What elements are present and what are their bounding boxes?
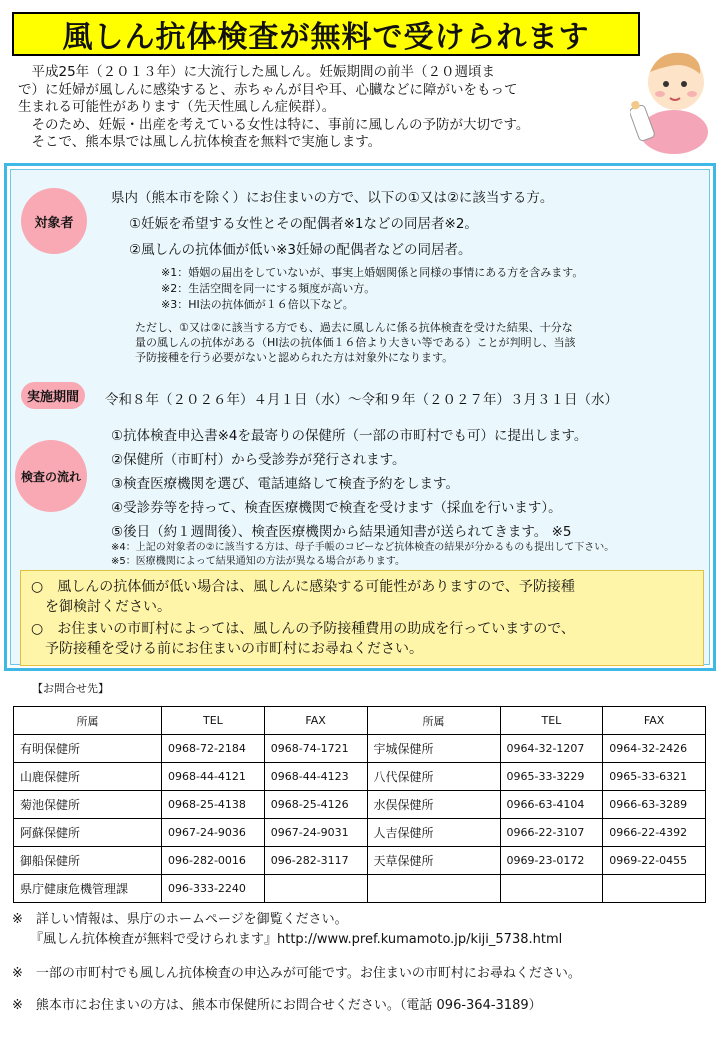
- advice-box: [20, 570, 704, 666]
- cell: 096-282-0016: [162, 847, 265, 875]
- table-header-row: [14, 707, 706, 735]
- footer-note-3: ※ 熊本市にお住まいの方は、熊本市保健所にお問合せください。（電話 096-364-3189）: [12, 998, 542, 1013]
- cell: 096-333-2240: [162, 875, 265, 903]
- cell: 0967-24-9031: [264, 819, 367, 847]
- target-item-1: ①妊娠を希望する女性とその配偶者※1などの同居者※2。: [129, 216, 478, 232]
- cell: 宇城保健所: [367, 735, 500, 763]
- cell: 有明保健所: [14, 735, 162, 763]
- target-lead: 県内（熊本市を除く）にお住まいの方で、以下の①又は②に該当する方。: [111, 190, 554, 206]
- cell: 0968-25-4126: [264, 791, 367, 819]
- cell: [264, 875, 367, 903]
- cell: 0964-32-1207: [500, 735, 603, 763]
- target-note-3: ※3：HI法の抗体価が１６倍以下など。: [161, 298, 354, 311]
- cell: [603, 875, 706, 903]
- flow-note-5: ※5：医療機関によって結果通知の方法が異なる場合があります。: [111, 556, 405, 567]
- table-row: [14, 819, 706, 847]
- cell: 山鹿保健所: [14, 763, 162, 791]
- cell: 0968-44-4123: [264, 763, 367, 791]
- flow-note-4: ※4：上記の対象者の②に該当する方は、母子手帳のコピーなど抗体検査の結果が分かるものも提出して下さい。: [111, 542, 615, 553]
- table-row: [14, 847, 706, 875]
- cell: 県庁健康危機管理課: [14, 875, 162, 903]
- footer-note-2: ※ 一部の市町村でも風しん抗体検査の申込みが可能です。お住まいの市町村にお尋ねください。: [12, 966, 581, 981]
- cell: 水俣保健所: [367, 791, 500, 819]
- cell: 菊池保健所: [14, 791, 162, 819]
- exception-line: 量の風しんの抗体がある（HI法の抗体価１６倍より大きい等である）ことが判明し、当該: [135, 336, 576, 349]
- details-box: [4, 163, 716, 671]
- table-row: [14, 791, 706, 819]
- intro-line: 平成25年（２０１３年）に大流行した風しん。妊娠期間の前半（２０週頃ま: [31, 64, 495, 80]
- flow-step-2: ②保健所（市町村）から受診券が発行されます。: [111, 452, 406, 468]
- cell: [367, 875, 500, 903]
- target-exception: [135, 320, 675, 365]
- page-title: 風しん抗体検査が無料で受けられます: [62, 20, 590, 55]
- cell: 0969-23-0172: [500, 847, 603, 875]
- intro-line: そこで、熊本県では風しん抗体検査を無料で実施します。: [31, 134, 382, 150]
- advice-line: ○ 風しんの抗体価が低い場合は、風しんに感染する可能性がありますので、予防接種: [31, 579, 575, 595]
- col-header: 所属: [367, 707, 500, 735]
- target-note-2: ※2：生活空間を同一にする頻度が高い方。: [161, 282, 376, 295]
- advice-line: ○ お住まいの市町村によっては、風しんの予防接種費用の助成を行っていますので、: [31, 621, 575, 637]
- target-label: [21, 188, 87, 254]
- table-row: [14, 735, 706, 763]
- cell: 0966-22-4392: [603, 819, 706, 847]
- cell: 八代保健所: [367, 763, 500, 791]
- cell: 096-282-3117: [264, 847, 367, 875]
- flow-step-3: ③検査医療機関を選び、電話連絡して検査予約をします。: [111, 476, 459, 492]
- cell: 0964-32-2426: [603, 735, 706, 763]
- contact-table: [13, 706, 706, 903]
- table-row: [14, 763, 706, 791]
- intro-line: で）に妊婦が風しんに感染すると、赤ちゃんが目や耳、心臓などに障がいをもって: [18, 81, 518, 98]
- flow-step-1: ①抗体検査申込書※4を最寄りの保健所（一部の市町村でも可）に提出します。: [111, 428, 588, 444]
- intro-line: 生まれる可能性があります（先天性風しん症候群）。: [18, 99, 336, 115]
- cell: 0967-24-9036: [162, 819, 265, 847]
- intro-line: そのため、妊娠・出産を考えている女性は特に、事前に風しんの予防が大切です。: [31, 116, 530, 133]
- target-item-2: ②風しんの抗体価が低い※3妊婦の配偶者などの同居者。: [129, 242, 472, 258]
- advice-line: 予防接種を受ける前にお住まいの市町村にお尋ねください。: [31, 641, 423, 657]
- flow-step-5: ⑤後日（約１週間後）、検査医療機関から結果通知書が送られてきます。 ※5: [111, 524, 572, 540]
- cell: 0966-63-4104: [500, 791, 603, 819]
- period-label: 実施期間: [21, 382, 85, 409]
- intro-text: [18, 64, 626, 152]
- cell: 0966-22-3107: [500, 819, 603, 847]
- details-box-inner: [10, 169, 710, 665]
- flow-label: [15, 440, 87, 512]
- baby-with-bottle-illustration: [630, 44, 714, 154]
- footer-link[interactable]: 『風しん抗体検査が無料で受けられます』http://www.pref.kumamoto.jp/kiji_5738.html: [30, 932, 563, 947]
- cell: 0968-25-4138: [162, 791, 265, 819]
- cell: 0969-22-0455: [603, 847, 706, 875]
- cell: 0965-33-3229: [500, 763, 603, 791]
- flow-label-text: 検査の流れ: [20, 469, 81, 484]
- exception-line: 予防接種を行う必要がないと認められた方は対象外になります。: [135, 351, 454, 364]
- cell: [500, 875, 603, 903]
- cell: 人吉保健所: [367, 819, 500, 847]
- cell: 0966-63-3289: [603, 791, 706, 819]
- col-header: FAX: [264, 707, 367, 735]
- cell: 御船保健所: [14, 847, 162, 875]
- cell: 0968-72-2184: [162, 735, 265, 763]
- footer-note-1: ※ 詳しい情報は、県庁のホームページを御覧ください。: [12, 912, 348, 927]
- title-banner: [12, 12, 640, 56]
- period-text: 令和８年（２０２６年）４月１日（水）～令和９年（２０２７年）３月３１日（水）: [105, 392, 618, 408]
- cell: 0968-44-4121: [162, 763, 265, 791]
- col-header: 所属: [14, 707, 162, 735]
- contact-heading: 【お問合せ先】: [32, 682, 109, 695]
- cell: 0968-74-1721: [264, 735, 367, 763]
- target-label-text: 対象者: [34, 215, 74, 231]
- col-header: TEL: [500, 707, 603, 735]
- target-note-1: ※1：婚姻の届出をしていないが、事実上婚姻関係と同様の事情にある方を含みます。: [161, 266, 584, 279]
- col-header: FAX: [603, 707, 706, 735]
- advice-line: を御検討ください。: [31, 599, 171, 615]
- flow-step-4: ④受診券等を持って、検査医療機関で検査を受けます（採血を行います）。: [111, 500, 562, 516]
- cell: 阿蘇保健所: [14, 819, 162, 847]
- table-row: [14, 875, 706, 903]
- cell: 0965-33-6321: [603, 763, 706, 791]
- cell: 天草保健所: [367, 847, 500, 875]
- col-header: TEL: [162, 707, 265, 735]
- exception-line: ただし、①又は②に該当する方でも、過去に風しんに係る抗体検査を受けた結果、十分な: [135, 321, 573, 334]
